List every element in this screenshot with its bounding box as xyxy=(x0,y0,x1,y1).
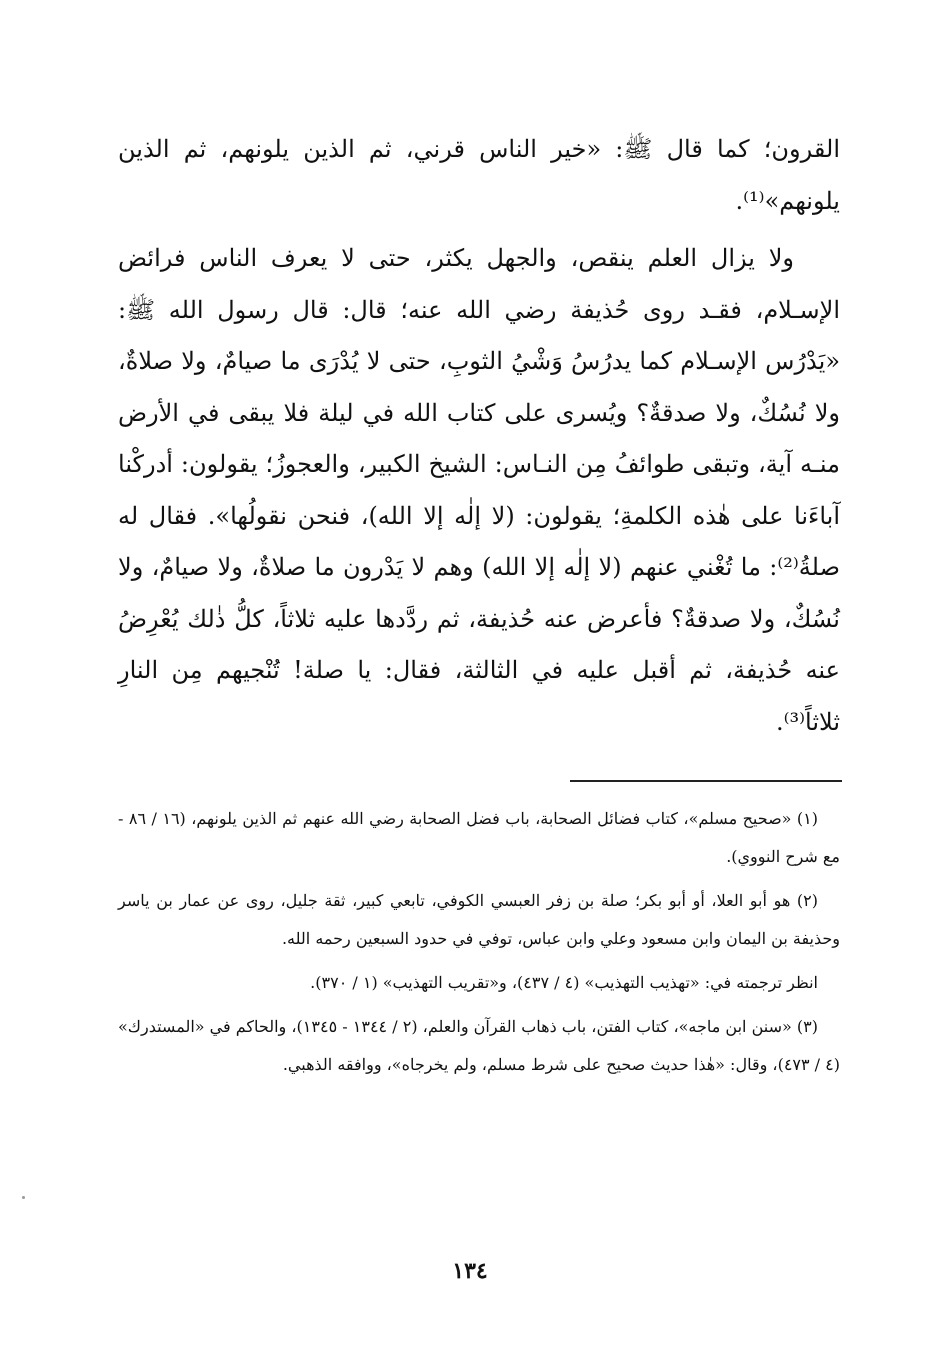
paragraph-hadith-hudhayfa: ولا يزال العلم ينقص، والجهل يكثر، حتى لا يعرف الناس فرائض الإسـلام، فقـد روى حُذيفة رضي الله عنه؛ قال: قال رسول الله ﷺ: «يَدْرُس الإسـلام كما يدرُسُ وَشْيُ الثوبِ، حتى لا يُدْرَى ما صيامٌ، ولا صلاةٌ، ولا نُسُكٌ، ولا صدقةٌ؟ ويُسرى على كتاب الله في ليلة فلا يبقى في الأرض منـه آية، وتبقى طوائفُ مِن النـاس: الشيخ الكبير، والعجوزُ؛ يقولون: أدركْنا آباءَنا على هٰذه الكلمةِ؛ يقولون: (لا إلٰه إلا الله)، فنحن نقولُها». فقال له صلةُ⁽²⁾: ما تُغْني عنهم (لا إلٰه إلا الله) وهم لا يَدْرون ما صلاةٌ، ولا صيامٌ، ولا نُسُكٌ، ولا صدقةٌ؟ فأعرض عنه حُذيفة، ثم ردَّدها عليه ثلاثاً، كلُّ ذٰلك يُعْرِضُ عنه حُذيفة، ثم أقبل عليه في الثالثة، فقال: يا صلة! تُنْجيهم مِن النارِ ثلاثاً⁽³⁾. xyxy=(118,244,840,736)
footnotes xyxy=(118,800,840,1084)
page-number: ١٣٤ xyxy=(452,1258,488,1284)
footnote-1: (١) «صحيح مسلم»، كتاب فضائل الصحابة، باب فضل الصحابة رضي الله عنهم ثم الذين يلونهم، (١٦ / ٨٦ - مع شرح النووي). xyxy=(118,809,840,866)
scan-speck xyxy=(22,1196,25,1199)
footnote-separator xyxy=(570,780,842,782)
main-text xyxy=(118,124,840,748)
paragraph-continuation: القرون؛ كما قال ﷺ: «خير الناس قرني، ثم الذين يلونهم، ثم الذين يلونهم»⁽¹⁾. xyxy=(118,135,840,215)
footnote-2: (٢) هو أبو العلا، أو أبو بكر؛ صلة بن زفر العبسي الكوفي، تابعي كبير، ثقة جليل، روى عن عمار بن ياسر وحذيفة بن اليمان وابن مسعود وعلي وابن عباس، توفي في حدود السبعين رحمه الله. xyxy=(118,891,840,948)
footnote-3: (٣) «سنن ابن ماجه»، كتاب الفتن، باب ذهاب القرآن والعلم، (٢ / ١٣٤٤ - ١٣٤٥)، والحاكم في «المستدرك» (٤ / ٤٧٣)، وقال: «هٰذا حديث صحيح على شرط مسلم، ولم يخرجاه»، ووافقه الذهبي. xyxy=(118,1017,840,1074)
footnote-2-reference: انظر ترجمته في: «تهذيب التهذيب» (٤ / ٤٣٧)، و«تقريب التهذيب» (١ / ٣٧٠). xyxy=(310,973,818,992)
